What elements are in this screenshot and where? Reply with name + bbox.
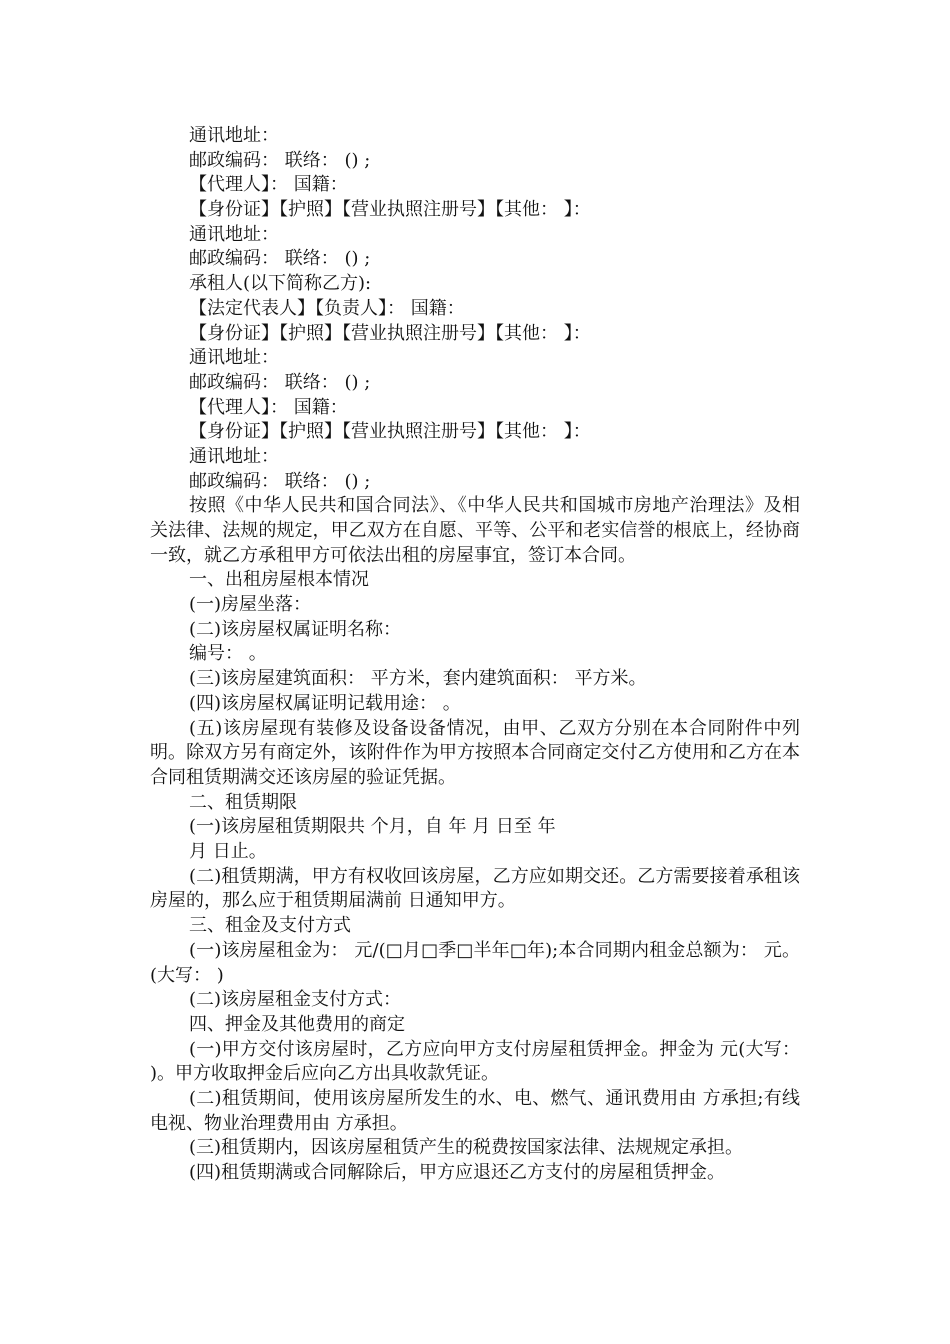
section-4-item-4: (四)租赁期满或合同解除后，甲方应退还乙方支付的房屋租赁押金。 [189,1162,726,1184]
section-2-item-2: (二)租赁期满，甲方有权收回该房屋，乙方应如期交还。乙方需要接着承租该房屋的，那么应于租赁期届满前 日通知甲方。 [150,865,800,912]
section-3-title: 三、租金及支付方式 [189,915,351,937]
section-3-item-2: (二)该房屋租金支付方式： [189,989,402,1011]
id-type-line: 【身份证】【护照】【营业执照注册号】【其他： 】： [189,421,591,443]
id-type-line: 【身份证】【护照】【营业执照注册号】【其他： 】： [189,322,591,344]
section-4-title: 四、押金及其他费用的商定 [189,1013,405,1035]
address-line: 通讯地址： [189,223,279,245]
postal-contact-line: 邮政编码： 联络： () ; [189,470,371,492]
section-2-title: 二、租赁期限 [189,791,297,813]
section-1-item-5: (五)该房屋现有装修及设备设备情况，由甲、乙双方分别在本合同附件中列明。除双方另有商定外，该附件作为甲方按照本合同商定交付乙方使用和乙方在本合同租赁期满交还该房屋的验证凭据。 [150,717,800,788]
agent-nationality-line: 【代理人】： 国籍： [189,174,348,196]
contract-text [150,124,800,1186]
address-line: 通讯地址： [189,125,279,146]
intro-paragraph: 按照《中华人民共和国合同法》、《中华人民共和国城市房地产治理法》及相关法律、法规的规定，甲乙双方在自愿、平等、公平和老实信誉的根底上，经协商一致，就乙方承租甲方可依法出租的房屋事宜，签订本合同。 [150,495,800,566]
section-2-item-1-continued: 月 日止。 [189,841,267,863]
section-1-item: (二)该房屋权属证明名称： [189,618,402,640]
address-line: 通讯地址： [189,347,279,369]
postal-contact-line: 邮政编码： 联络： () ; [189,248,371,270]
section-2-item-1: (一)该房屋租赁期限共 个月，自 年 月 日至 年 [189,816,556,838]
postal-contact-line: 邮政编码： 联络： () ; [189,371,371,393]
representative-line: 【法定代表人】【负责人】： 国籍： [189,297,465,319]
section-1-item: 编号： 。 [189,643,267,665]
section-1-item: (一)房屋坐落： [189,594,312,616]
section-1-item: (四)该房屋权属证明记载用途： 。 [189,692,461,714]
id-type-line: 【身份证】【护照】【营业执照注册号】【其他： 】： [189,199,591,221]
section-3-item-1: (一)该房屋租金为： 元/(□月□季□半年□年);本合同期内租金总额为： 元。(大写： ) [150,939,800,986]
postal-contact-line: 邮政编码： 联络： () ; [189,149,371,171]
section-4-item-2: (二)租赁期间，使用该房屋所发生的水、电、燃气、通讯费用由 方承担;有线电视、物业治理费用由 方承担。 [150,1088,800,1134]
address-line: 通讯地址： [189,445,279,467]
lessee-heading: 承租人(以下简称乙方): [189,273,372,295]
agent-nationality-line: 【代理人】： 国籍： [189,396,348,418]
section-1-title: 一、出租房屋根本情况 [189,569,369,591]
section-4-item-1: (一)甲方交付该房屋时，乙方应向甲方支付房屋租赁押金。押金为 元(大写： )。甲方收取押金后应向乙方出具收款凭证。 [150,1038,800,1085]
section-1-item: (三)该房屋建筑面积： 平方米，套内建筑面积： 平方米。 [189,668,647,690]
section-4-item-3: (三)租赁期内，因该房屋租赁产生的税费按国家法律、法规规定承担。 [189,1137,744,1159]
